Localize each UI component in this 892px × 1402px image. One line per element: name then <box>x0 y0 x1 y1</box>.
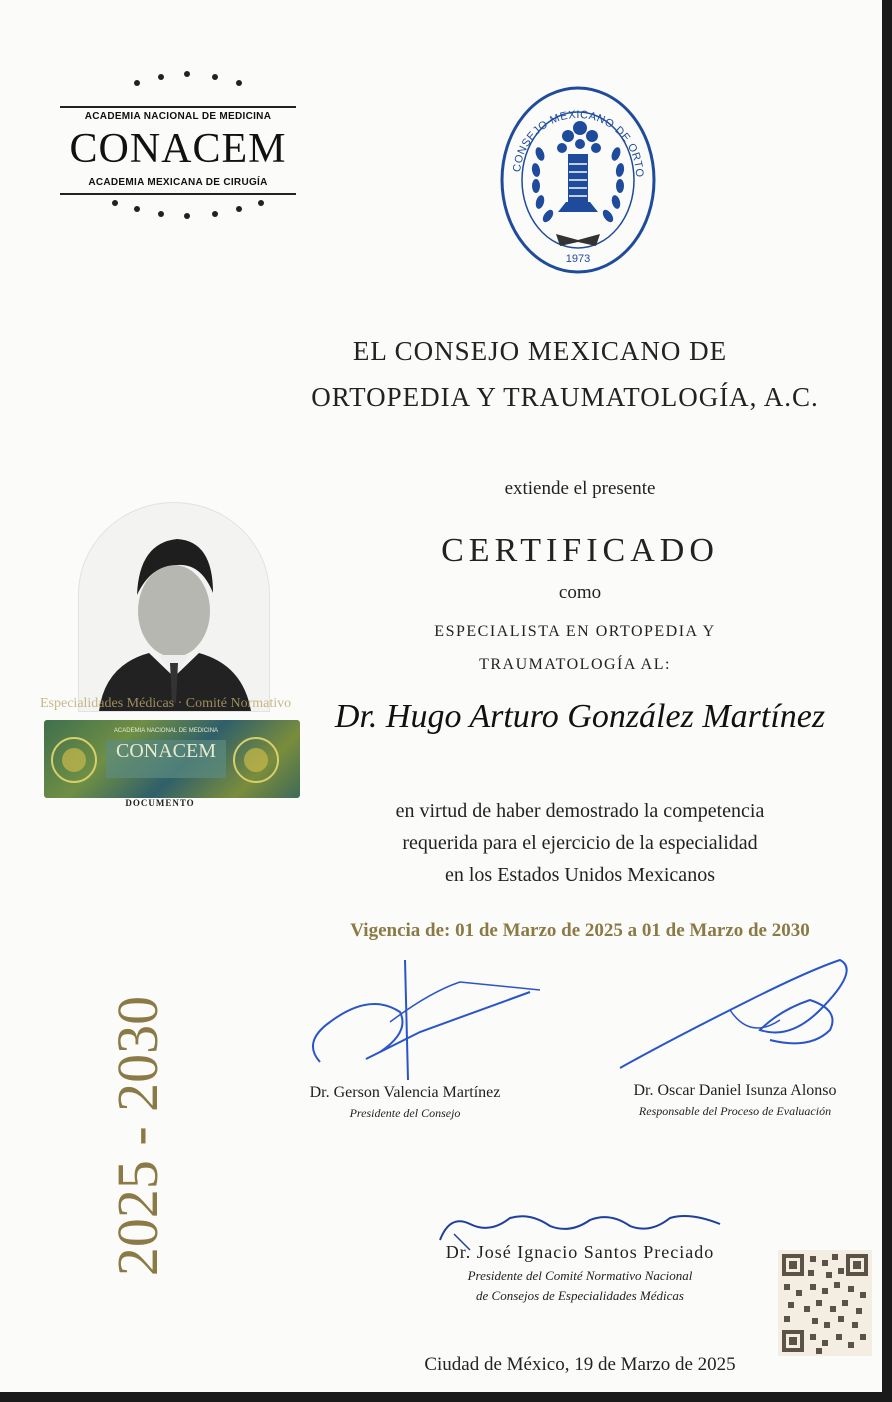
seal-year: 1973 <box>565 253 591 265</box>
specialty-line-2: TRAUMATOLOGÍA AL: <box>479 656 671 673</box>
logo-bottom-line: ACADEMIA MEXICANA DE CIRUGÍA <box>88 177 268 188</box>
validity-text: Vigencia de: 01 de Marzo de 2025 a 01 de Marzo de 2030 <box>350 920 810 941</box>
signature-right-role: Responsable del Proceso de Evaluación <box>638 1104 832 1118</box>
signature-left-name: Dr. Gerson Valencia Martínez <box>309 1084 501 1101</box>
issuer-line-2: ORTOPEDIA Y TRAUMATOLOGÍA, A.C. <box>311 382 819 412</box>
qr-code <box>778 1250 872 1356</box>
hologram-sub: ACADEMIA NACIONAL DE MEDICINA <box>113 728 219 734</box>
logo-dots-bottom <box>60 198 296 218</box>
signature-bottom-role-2: de Consejos de Especialidades Médicas <box>476 1288 684 1303</box>
signature-bottom-name: Dr. José Ignacio Santos Preciado <box>445 1242 715 1262</box>
competence-line-2: requerida para el ejercicio de la especialidad <box>402 832 758 854</box>
council-seal <box>498 84 658 280</box>
logo-dots-top <box>60 68 296 88</box>
specialty-line-1: ESPECIALISTA EN ORTOPEDIA Y <box>434 623 716 640</box>
hologram-brand: CONACEM <box>115 740 216 762</box>
hologram-overprint: Especialidades Médicas · Comité Normativo <box>40 696 292 711</box>
hologram-strip <box>44 720 300 798</box>
signature-left-scribble <box>300 952 550 1082</box>
logo-rule-top <box>60 106 296 108</box>
recipient-name: Dr. Hugo Arturo González Martínez <box>334 698 826 735</box>
place-date: Ciudad de México, 19 de Marzo de 2025 <box>424 1354 736 1375</box>
signature-left-role: Presidente del Consejo <box>349 1106 461 1120</box>
signature-bottom-role-1: Presidente del Comité Normativo Nacional <box>467 1268 693 1283</box>
logo-rule-bottom <box>60 193 296 195</box>
logo-top-line: ACADEMIA NACIONAL DE MEDICINA <box>84 111 272 122</box>
hologram-seal <box>40 692 308 820</box>
como-text: como <box>558 582 602 603</box>
signature-right-name: Dr. Oscar Daniel Isunza Alonso <box>633 1082 837 1099</box>
logo-name: CONACEM <box>69 126 287 172</box>
vertical-period: 2025 - 2030 <box>105 995 170 1277</box>
seal-ring-text: CONSEJO MEXICANO DE ORTO <box>511 108 646 178</box>
certificate-title: CERTIFICADO <box>441 532 719 569</box>
recipient-photo <box>78 502 270 712</box>
competence-line-1: en virtud de haber demostrado la competencia <box>395 800 765 822</box>
intro-text: extiende el presente <box>504 478 656 499</box>
issuer-line-1: EL CONSEJO MEXICANO DE <box>352 336 728 366</box>
hologram-label: DOCUMENTO <box>125 798 195 808</box>
signature-right-scribble <box>610 950 860 1080</box>
competence-line-3: en los Estados Unidos Mexicanos <box>445 864 715 886</box>
